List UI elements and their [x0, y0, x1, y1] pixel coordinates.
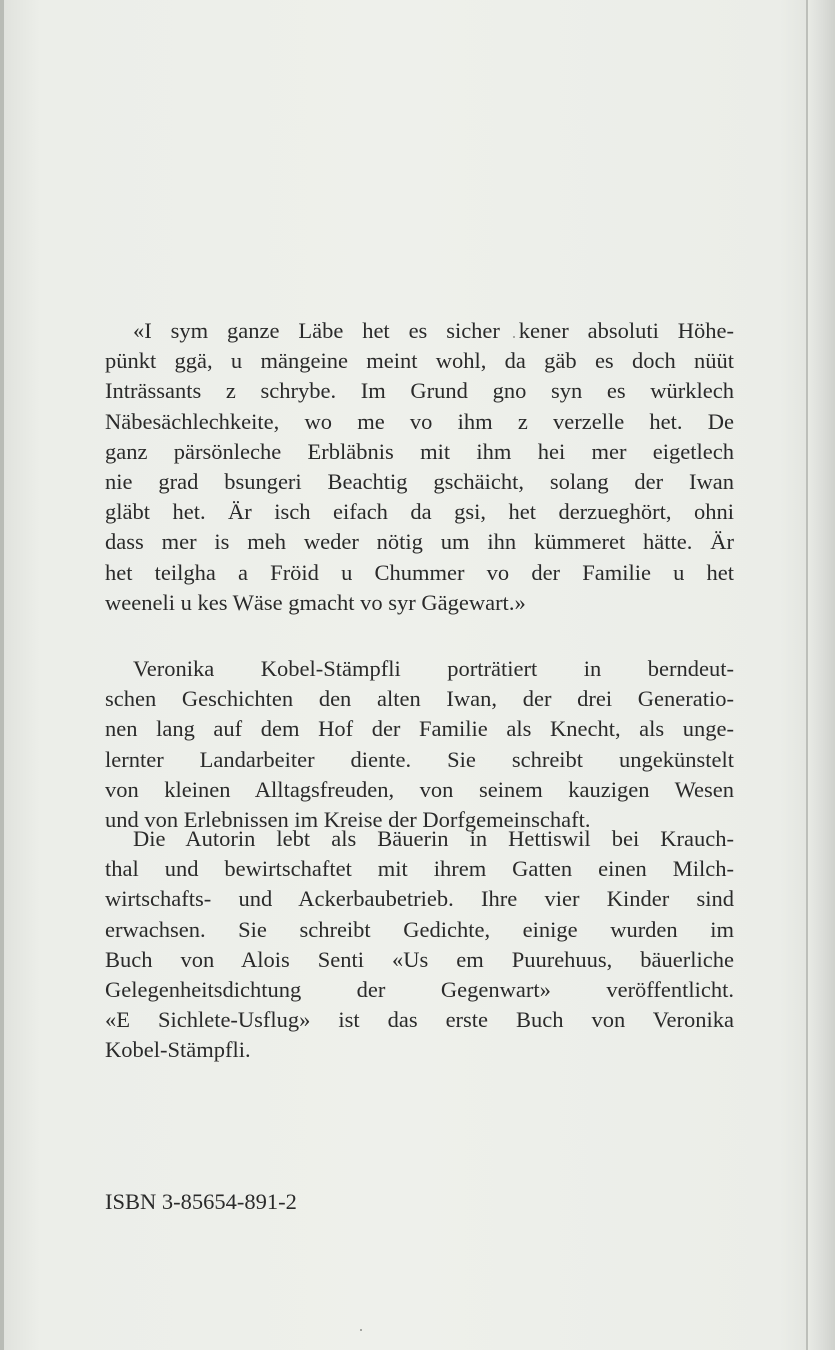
description-line: Kobel-Stämpfli.	[105, 1037, 251, 1063]
isbn-number: ISBN 3-85654-891-2	[105, 1189, 297, 1214]
description-line: und von Erlebnissen im Kreise der Dorfgemeinschaft.	[105, 807, 591, 833]
description-line: Buch von Alois Senti «Us em Puurehuus, bäuerliche	[105, 946, 734, 972]
description-line: schen Geschichten den alten Iwan, der drei Generatio-	[105, 686, 734, 712]
description-line: Die Autorin lebt als Bäuerin in Hettiswil bei Krauch-	[133, 826, 734, 851]
book-spine	[808, 0, 835, 1350]
description-line: wirtschafts- und Ackerbaubetrieb. Ihre vier Kinder sind	[105, 886, 734, 912]
quote-line: gläbt het. Är isch eifach da gsi, het derzueghört, ohni	[105, 499, 734, 525]
description-line: thal und bewirtschaftet mit ihrem Gatten einen Milch-	[105, 856, 734, 882]
quote-line: pünkt ggä, u mängeine meint wohl, da gäb es doch nüüt	[105, 348, 734, 374]
quote-line: ganz pärsönleche Erbläbnis mit ihm hei mer eigetlech	[105, 438, 734, 464]
description-line: Gelegenheitsdichtung der Gegenwart» veröffentlicht.	[105, 977, 734, 1003]
quote-line: weeneli u kes Wäse gmacht vo syr Gägewart.»	[105, 589, 526, 615]
paper-speck	[360, 1329, 362, 1331]
quote-line: dass mer is meh weder nötig um ihn kümmeret hätte. Är	[105, 529, 734, 555]
description-line: «E Sichlete-Usflug» ist das erste Buch von Veronika	[105, 1007, 734, 1033]
quote-line: «I sym ganze Läbe het es sicher kener absoluti Höhe-	[133, 318, 734, 343]
description-line: nen lang auf dem Hof der Familie als Knecht, als unge-	[105, 716, 734, 742]
description-paragraph-1	[105, 654, 734, 835]
description-line: von kleinen Alltagsfreuden, von seinem kauzigen Wesen	[105, 776, 734, 802]
quote-block	[105, 316, 734, 618]
quote-line: nie grad bsungeri Beachtig gschäicht, solang der Iwan	[105, 469, 734, 495]
quote-line: Inträssants z schrybe. Im Grund gno syn es würklech	[105, 378, 734, 404]
quote-line: het teilgha a Fröid u Chummer vo der Familie u het	[105, 559, 734, 585]
description-line: erwachsen. Sie schreibt Gedichte, einige wurden im	[105, 916, 734, 942]
cover-left-edge	[0, 0, 4, 1350]
description-line: Veronika Kobel-Stämpfli porträtiert in berndeut-	[133, 656, 734, 681]
description-paragraph-2	[105, 824, 734, 1066]
quote-line: Näbesächlechkeite, wo me vo ihm z verzelle het. De	[105, 408, 734, 434]
description-line: lernter Landarbeiter diente. Sie schreibt ungekünstelt	[105, 746, 734, 772]
